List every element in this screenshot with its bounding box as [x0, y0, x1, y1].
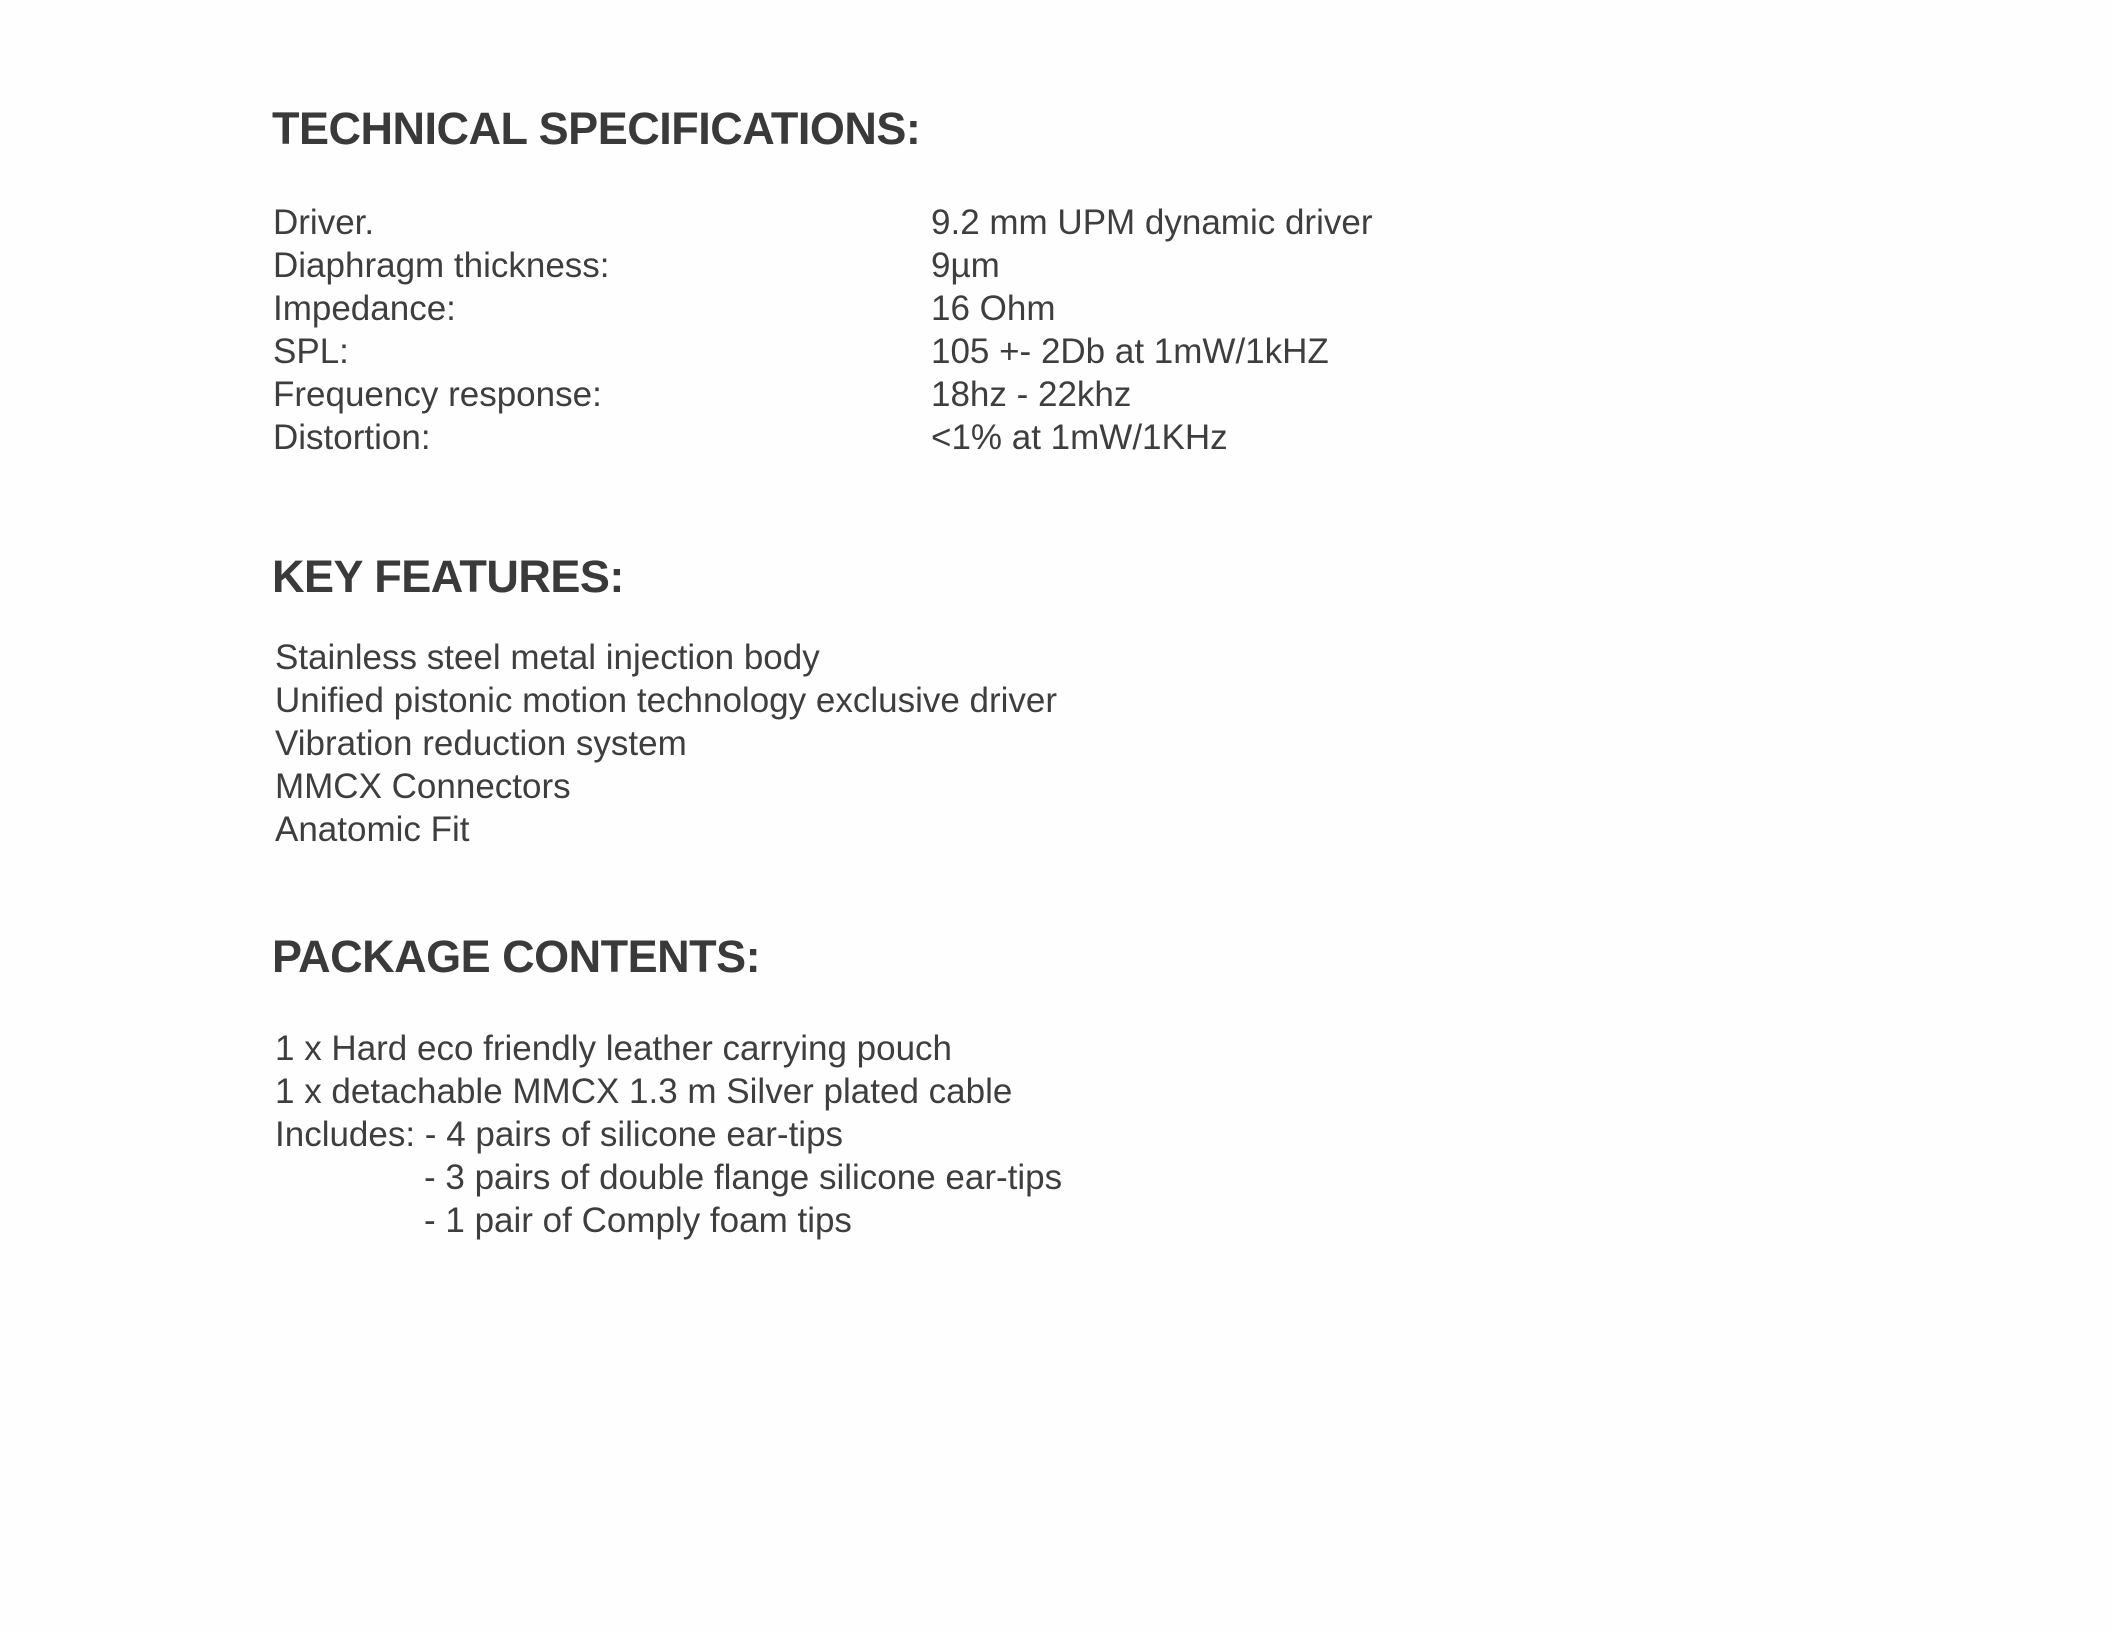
spec-value-distortion: <1% at 1mW/1KHz [931, 418, 1228, 457]
feature-item: Stainless steel metal injection body [275, 638, 820, 677]
feature-item: MMCX Connectors [275, 767, 571, 806]
package-contents-heading: PACKAGE CONTENTS: [272, 931, 761, 982]
spec-label-diaphragm: Diaphragm thickness: [273, 246, 610, 285]
key-features-heading: KEY FEATURES: [272, 551, 624, 602]
spec-value-driver: 9.2 mm UPM dynamic driver [931, 203, 1373, 242]
feature-item: Anatomic Fit [275, 810, 470, 849]
package-item: Includes: - 4 pairs of silicone ear-tips [275, 1115, 844, 1154]
spec-label-spl: SPL: [273, 332, 349, 371]
spec-value-frequency: 18hz - 22khz [931, 375, 1132, 414]
spec-label-frequency: Frequency response: [273, 375, 602, 414]
spec-label-driver: Driver. [273, 203, 375, 242]
spec-value-spl: 105 +- 2Db at 1mW/1kHZ [931, 332, 1329, 371]
spec-value-impedance: 16 Ohm [931, 289, 1056, 328]
package-item: 1 x Hard eco friendly leather carrying pouch [275, 1029, 953, 1068]
package-subitem: - 1 pair of Comply foam tips [424, 1201, 852, 1240]
package-subitem: - 3 pairs of double flange silicone ear-tips [424, 1158, 1063, 1197]
spec-label-distortion: Distortion: [273, 418, 431, 457]
feature-item: Unified pistonic motion technology exclusive driver [275, 681, 1058, 720]
spec-value-diaphragm: 9µm [931, 246, 1000, 285]
feature-item: Vibration reduction system [275, 724, 687, 763]
spec-label-impedance: Impedance: [273, 289, 456, 328]
package-item: 1 x detachable MMCX 1.3 m Silver plated cable [275, 1072, 1013, 1111]
technical-specifications-heading: TECHNICAL SPECIFICATIONS: [272, 103, 921, 154]
